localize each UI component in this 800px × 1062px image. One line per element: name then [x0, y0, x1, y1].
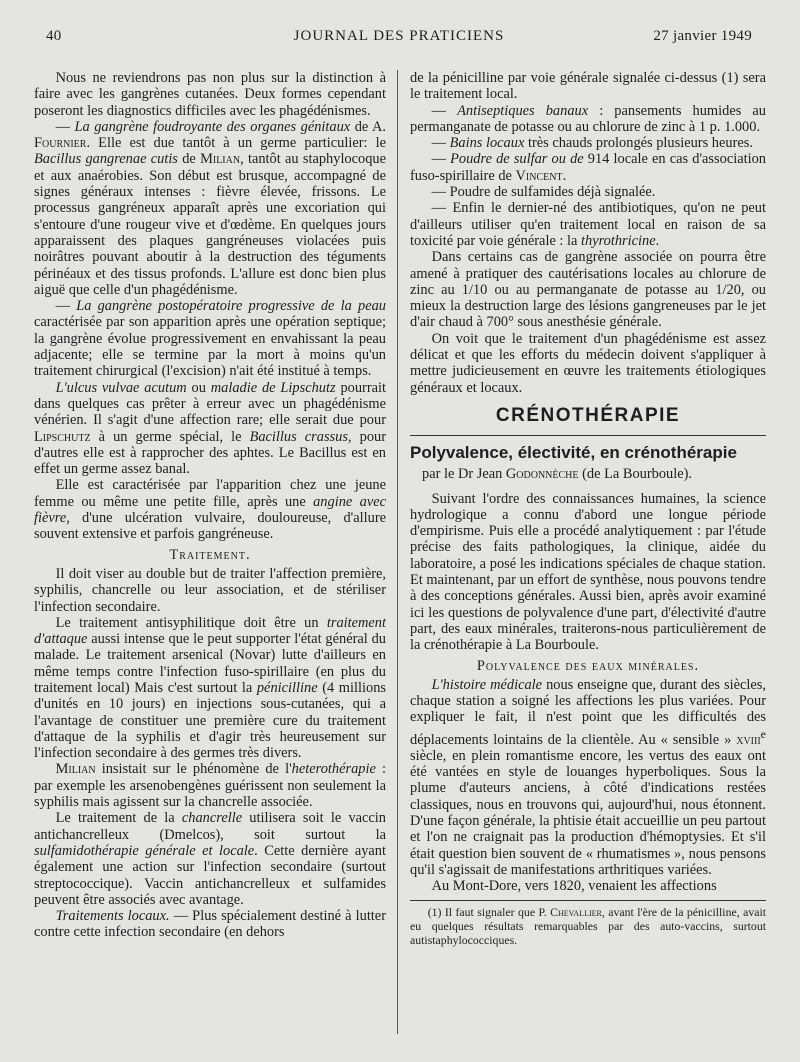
paragraph: L'ulcus vulvae acutum ou maladie de Lipschutz pourrait dans quelques cas prêter à erreur avec un phagédénisme vénérien. Il s'agit d'une affection rare; elle serait due pour Lipschutz à un germe spécial, le Bacillus crassus, pour d'autres elle est à rapprocher des aphtes. Le Bacillus est en effet un germe assez banal.	[34, 379, 386, 478]
paragraph: Suivant l'ordre des connaissances humaines, la science hydrologique a connu d'abord une longue période d'empirisme. Puis elle a procédé analytiquement : par l'étude précise des faits pathologiques, la clinique, aidée du laboratoire, a posé les indications spéciales de chaque station. Et maintenant, par un effort de synthèse, nous pouvons tendre à des conceptions générales. Aussi bien, après avoir examiné ici les questions de polyvalence d'une part, d'électivité d'autre part, des eaux minérales, traiterons-nous particulièrement de la crénothérapie à La Bourboule.	[410, 490, 766, 654]
paragraph: L'histoire médicale nous enseigne que, durant des siècles, chaque station a soigné les affections les plus variées. Pour expliquer le fait, il n'est point que les difficultés des déplacements lointains de la clientèle. Au « sensible » xviii$^e$ siècle, en plein romantisme encore, les vertus des eaux ont été vantées en style de louanges hyperboliques. Sous la plume d'auteurs anciens, à côté d'indications restées classiques, nous en trouvons qui, aujourd'hui, nous étonnent. D'une façon générale, la phtisie était accueillie un peu partout et l'on ne craignait pas la production d'hémoptysies. Et s'il était question bien souvent de « rhumatismes », nous pensons qu'il s'agissait de manifestations arthritiques variées.	[410, 676, 766, 878]
paragraph: de la pénicilline par voie générale signalée ci-dessus (1) sera le traitement local.	[410, 70, 766, 103]
byline: par le Dr Jean Godonnèche (de La Bourboule).	[422, 466, 693, 483]
subheading-traitement: Traitement.	[169, 546, 251, 563]
paragraph: — Bains locaux très chauds prolongés plusieurs heures.	[431, 135, 753, 152]
section-rule	[410, 435, 766, 436]
page-number: 40	[46, 28, 62, 44]
paragraph: — Poudre de sulfamides déjà signalée.	[431, 184, 656, 201]
left-column	[34, 70, 386, 1040]
paragraph: Le traitement de la chancrelle utilisera soit le vaccin antichancrelleux (Dmelcos), soit surtout la sulfamidothérapie générale et locale. Cette dernière ayant également une action sur l'infection secondaire (surtout streptococcique). Vaccin antichancrelleux et sulfamides peuvent être associés avec avantage.	[34, 810, 386, 908]
paragraph: — La gangrène foudroyante des organes génitaux de A. Fournier. Elle est due tantôt à un germe particulier: le Bacillus gangrenae cutis de Milian, tantôt au staphylocoque et aux anaérobies. Son début est brusque, accompagné de signes généraux intenses : fièvre élevée, frissons. Le processus gangréneux apparaît après une excoriation qui s'entoure d'une rougeur vive et d'œdème. En quelques jours apparaissent des plaques gangréneuses violacées puis noirâtres pouvant aboutir à la destruction des téguments périnéaux et des tissus profonds. L'allure est donc bien plus aiguë que celle d'un phagédénisme.	[34, 118, 386, 298]
paragraph: Traitements locaux. — Plus spécialement destiné à lutter contre cette infection secondaire (en dehors	[34, 908, 386, 941]
page-header	[46, 28, 752, 52]
paragraph: Il doit viser au double but de traiter l'affection première, syphilis, chancrelle ou leur association, et de stériliser l'infection secondaire.	[34, 565, 386, 615]
paragraph: Nous ne reviendrons pas non plus sur la distinction à faire avec les gangrènes cutanées. Deux formes cependant poseront les diagnostics difficiles avec les phagédénismes.	[34, 70, 386, 119]
paragraph: Milian insistait sur le phénomène de l'heterothérapie : par exemple les arsenobengènes guérissent non seulement la syphilis mais agissent sur la chancrelle associée.	[34, 761, 386, 811]
paragraph: Elle est caractérisée par l'apparition chez une jeune femme ou même une petite fille, après une angine avec fièvre, d'une ulcération vulvaire, douloureuse, d'allure souvent extensive et parfois gangréneuse.	[34, 477, 386, 543]
issue-date: 27 janvier 1949	[653, 28, 752, 44]
column-divider	[397, 70, 398, 1034]
footnote: (1) Il faut signaler que P. Chevallier, avant l'ère de la pénicilline, avait eu quelques résultats remarquables par des auto-vaccins, surtout autistaphylococciques.	[410, 905, 766, 948]
paragraph: On voit que le traitement d'un phagédénisme est assez délicat et que les efforts du médecin doivent s'appliquer à mettre judicieusement en œuvre les traitements étiologiques généraux et locaux.	[410, 330, 766, 396]
paragraph: — Antiseptiques banaux : pansements humides au permanganate de potasse ou au chlorure de zinc à 1 p. 1.000.	[410, 102, 766, 135]
paragraph: Dans certains cas de gangrène associée on pourra être amené à pratiquer des cautérisations locales au chlorure de zinc au 1/10 ou au permanganate de potasse au 1/20, ou mieux la destruction large des lésions gangreneuses par le jet d'air chaud à 700° sous anesthésie générale.	[410, 249, 766, 331]
paragraph: — Poudre de sulfar ou de 914 locale en cas d'association fuso-spirillaire de Vincent.	[410, 151, 766, 184]
section-heading	[410, 404, 766, 429]
paragraph: — La gangrène postopératoire progressive de la peau caractérisée par son apparition après une opération septique; la gangrène évolue progressivement en envahissant la peau adjacente; elle se termine par la mort à moins qu'un traitement chirurgical (l'excision) n'ait été institué à temps.	[34, 298, 386, 380]
paragraph: — Enfin le dernier-né des antibiotiques, qu'on ne peut d'ailleurs utiliser qu'en traitement local en raison de sa toxicité par voie générale : la thyrothricine.	[410, 200, 766, 249]
subheading-polyvalence: Polyvalence des eaux minérales.	[476, 657, 700, 674]
paragraph: Le traitement antisyphilitique doit être un traitement d'attaque aussi intense que le peut supporter l'état général du malade. Le traitement arsenical (Novar) lutte d'ailleurs en même temps contre l'infection fuso-spirillaire (en plus du traitement local) Mais c'est surtout la pénicilline (4 millions d'unités en 10 jours) en injections sous-cutanées, qui a l'avantage de constituer une première cure du traitement d'attaque de la syphilis et d'agir très heureusement sur l'infection secondaire à des germes très divers.	[34, 614, 386, 762]
section-title: CRÉNOTHÉRAPIE	[495, 404, 681, 426]
journal-title: JOURNAL DES PRATICIENS	[293, 28, 505, 44]
article-title: Polyvalence, électivité, en crénothérapie	[410, 443, 737, 463]
right-column	[410, 70, 766, 1040]
paragraph: Au Mont-Dore, vers 1820, venaient les affections	[431, 878, 717, 895]
footnote-rule	[410, 900, 766, 901]
